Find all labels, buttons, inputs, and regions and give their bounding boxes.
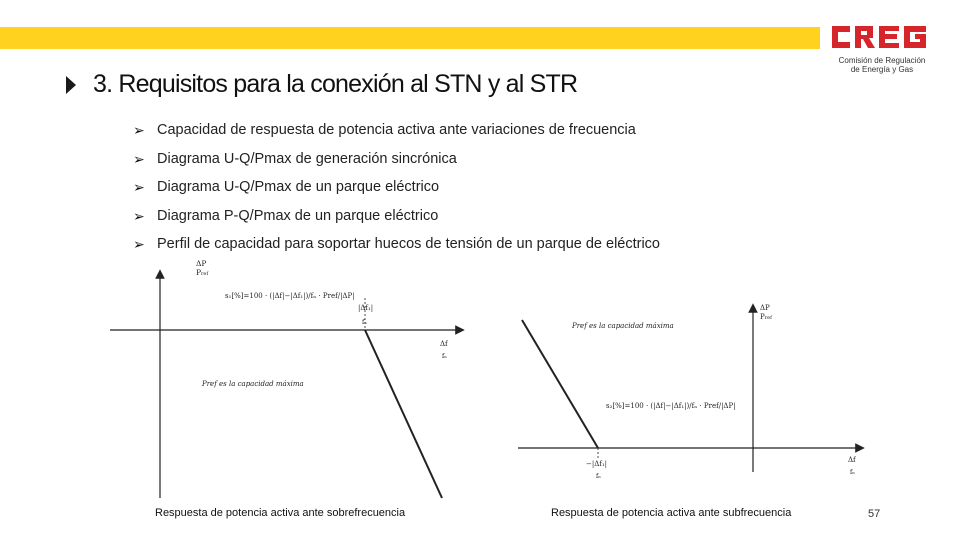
list-item [133,208,660,237]
list-item [133,179,660,208]
x-axis-label: Δf [848,456,856,464]
svg-text:fₙ: fₙ [442,353,447,360]
figure-caption-right: Respuesta de potencia activa ante subfrecuencia [551,507,792,519]
response-line [365,330,442,498]
title-arrow-icon [66,76,76,94]
list-item-text: Diagrama P-Q/Pmax de un parque eléctrico [157,207,439,224]
response-line [522,320,598,448]
y-axis-label: ΔP Pref [760,304,772,321]
list-item-text: Diagrama U-Q/Pmax de un parque eléctrico [157,179,440,195]
svg-text:fₙ: fₙ [850,469,855,476]
threshold-label: |Δf₁| [358,304,374,312]
y-axis-label: ΔP Pref [196,259,209,277]
arrowhead-bullet-icon: ➢ [133,207,145,224]
overfrequency-diagram [110,258,470,500]
capacity-annotation: Pref es la capacidad máxima [202,380,304,388]
logo-subtitle-line1: Comisión de Regulación [838,56,926,65]
underfrequency-diagram [510,300,872,480]
logo-subtitle-line2: de Energía y Gas [850,65,914,74]
page-title: 3. Requisitos para la conexión al STN y al STR [93,70,578,98]
svg-text:fₙ: fₙ [596,473,601,480]
list-item-text: Perfil de capacidad para soportar huecos de tensión de un parque de eléctrico [157,236,660,252]
list-item [133,122,660,151]
page-number: 57 [868,508,881,520]
svg-text:fₙ: fₙ [362,319,367,326]
list-item [133,151,660,180]
arrowhead-bullet-icon: ➢ [133,122,145,138]
figure-caption-left: Respuesta de potencia activa ante sobrefrecuencia [155,507,406,519]
x-axis-label: Δf [440,340,448,348]
logo-subtitle [828,56,936,74]
header-accent-bar [0,27,820,49]
threshold-label: −|Δf₁| [586,460,608,468]
creg-logo [828,22,936,78]
requirements-list [133,122,660,265]
slope-formula: s₁[%]=100 · (|Δf|−|Δf₁|)/fₙ · Pref/|ΔP| [225,292,355,300]
capacity-annotation: Pref es la capacidad máxima [572,322,674,330]
arrowhead-bullet-icon: ➢ [133,179,145,195]
list-item-text: Capacidad de respuesta de potencia activa ante variaciones de frecuencia [157,122,636,138]
arrowhead-bullet-icon: ➢ [133,150,145,167]
slope-formula: s₂[%]=100 · (|Δf|−|Δf₁|)/fₙ · Pref/|ΔP| [606,402,736,410]
list-item-text: Diagrama U-Q/Pmax de generación sincrónica [157,150,457,167]
creg-wordmark-icon [828,22,932,52]
arrowhead-bullet-icon: ➢ [133,236,145,252]
